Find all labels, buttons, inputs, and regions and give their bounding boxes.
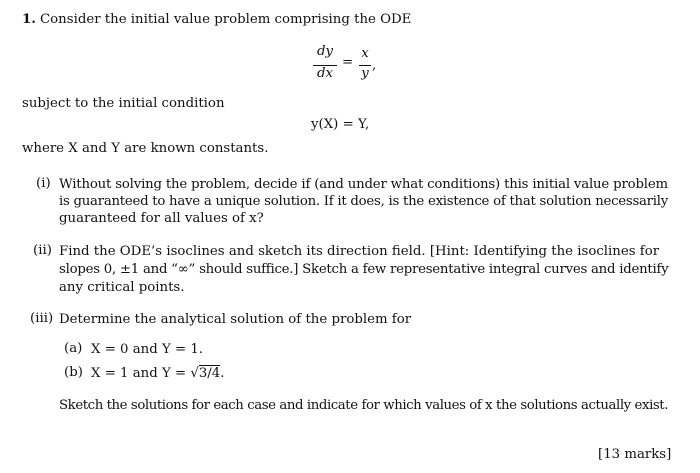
condition-intro: subject to the initial condition bbox=[22, 96, 225, 111]
ode-comma: , bbox=[372, 58, 377, 73]
part-iii-line-1: Determine the analytical solution of the problem for bbox=[59, 312, 412, 327]
ode-dy: dy bbox=[316, 44, 334, 59]
subpart-a-label: (a) bbox=[64, 341, 83, 356]
ode-dx: dx bbox=[316, 66, 333, 81]
part-i-line-1: Without solving the problem, decide if (and under what conditions) this initial value problem bbox=[59, 177, 668, 192]
subpart-b-text-post: . bbox=[220, 366, 225, 381]
marks-label: [13 marks] bbox=[598, 447, 672, 462]
subpart-b-label: (b) bbox=[64, 365, 83, 380]
question-intro: Consider the initial value problem comprising the ODE bbox=[40, 12, 412, 27]
part-ii-label: (ii) bbox=[33, 243, 52, 258]
subpart-b-text-pre: X = 1 and Y = bbox=[91, 366, 191, 381]
ode-equals: = bbox=[342, 55, 354, 70]
part-ii-line-1: Find the ODE’s isoclines and sketch its direction field. [Hint: Identifying the isoclines for bbox=[59, 244, 660, 259]
part-i-line-2: is guaranteed to have a unique solution. If it does, is the existence of that solution necessarily bbox=[59, 194, 668, 209]
ode-equation bbox=[312, 44, 402, 88]
sqrt-sign: √ bbox=[190, 366, 199, 381]
ode-y: y bbox=[361, 66, 369, 81]
part-ii-line-2: slopes 0, ±1 and “∞” should suffice.] Sketch a few representative integral curves and identify bbox=[59, 262, 669, 277]
part-iii-closing: Sketch the solutions for each case and indicate for which values of x the solutions actually exist. bbox=[59, 398, 669, 413]
sqrt-argument: 3/4 bbox=[198, 366, 221, 381]
part-i-line-3: guaranteed for all values of x? bbox=[59, 211, 264, 226]
part-ii-line-3: any critical points. bbox=[59, 280, 185, 295]
subpart-a-text: X = 0 and Y = 1. bbox=[91, 342, 204, 357]
question-number: 1. bbox=[22, 12, 36, 27]
subpart-b-text bbox=[91, 365, 224, 382]
initial-condition: y(X) = Y, bbox=[311, 117, 370, 132]
part-iii-label: (iii) bbox=[30, 311, 54, 326]
ode-x: x bbox=[361, 46, 369, 61]
part-i-label: (i) bbox=[36, 176, 51, 191]
where-line: where X and Y are known constants. bbox=[22, 141, 269, 156]
